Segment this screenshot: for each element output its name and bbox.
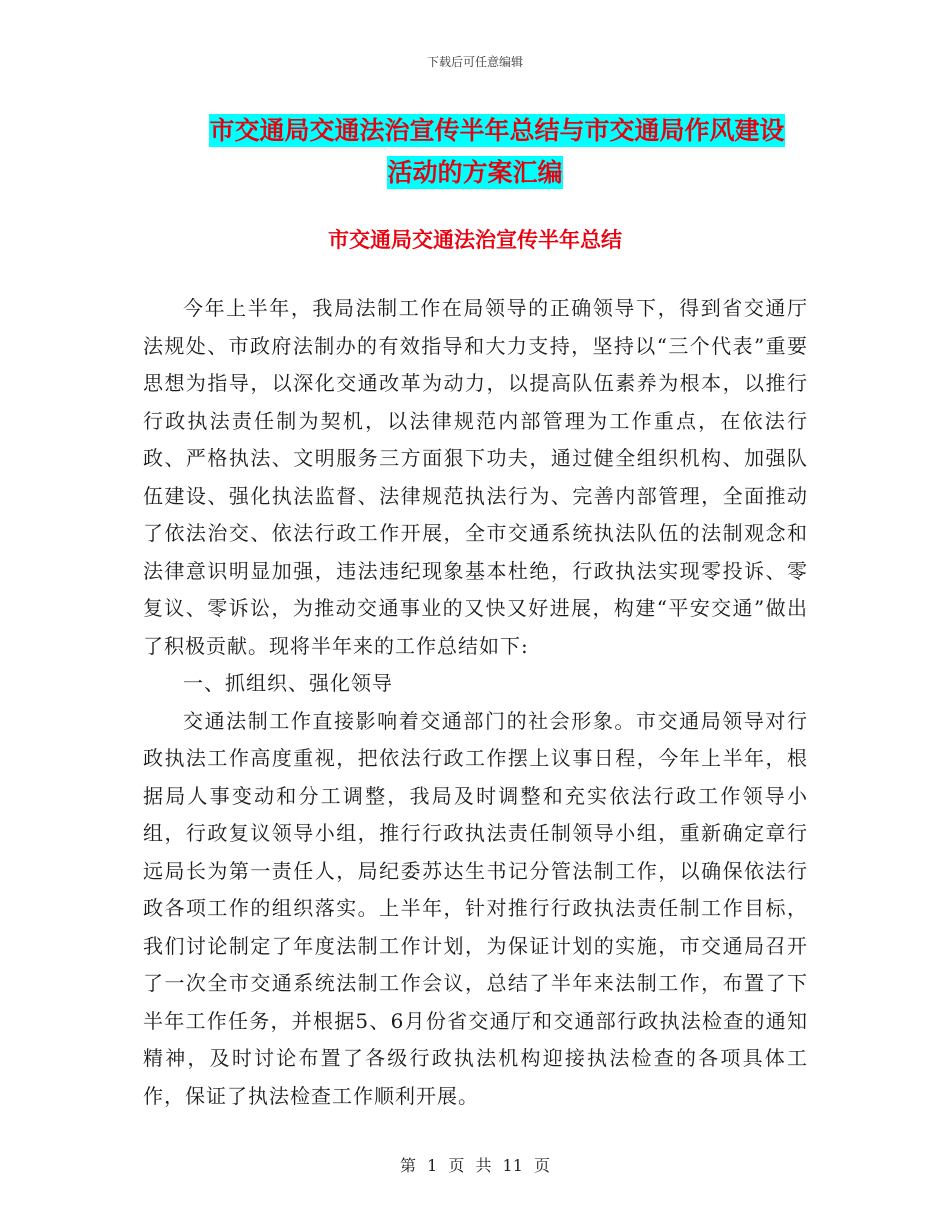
- section-title: 市交通局交通法治宣传半年总结: [328, 228, 622, 252]
- paragraph-organization: 交通法制工作直接影响着交通部门的社会形象。市交通局领导对行政执法工作高度重视，把依法行政工作摆上议事日程，今年上半年，根据局人事变动和分工调整，我局及时调整和充实依法行政工作领导小组，行政复议领导小组，推行行政执法责任制领导小组，重新确定章行远局长为第一责任人，局纪委苏达生书记分管法制工作，以确保依法行政各项工作的组织落实。上半年，针对推行行政执法责任制工作目标，我们讨论制定了年度法制工作计划，为保证计划的实施，市交通局召开了一次全市交通系统法制工作会议，总结了半年来法制工作，布置了下半年工作任务，并根据5、6月份省交通厅和交通部行政执法检查的通知精神，及时讨论布置了各级行政执法机构迎接执法检查的各项具体工作，保证了执法检查工作顺利开展。: [143, 708, 808, 1108]
- paragraph-heading-1: 一、抓组织、强化领导: [183, 671, 393, 695]
- document-body: [143, 290, 808, 1115]
- page-footer: 第 1 页 共 11 页: [400, 1156, 550, 1175]
- document-title-line-2: [0, 158, 950, 188]
- document-title-line-1: [22, 116, 950, 146]
- page-header-note: 下载后可任意编辑: [426, 55, 523, 69]
- paragraph-intro: 今年上半年，我局法制工作在局领导的正确领导下，得到省交通厅法规处、市政府法制办的有效指导和大力支持，坚持以“三个代表”重要思想为指导，以深化交通改革为动力，以提高队伍素养为根本，以推行行政执法责任制为契机，以法律规范内部管理为工作重点，在依法行政、严格执法、文明服务三方面狠下功夫，通过健全组织机构、加强队伍建设、强化执法监督、法律规范执法行为、完善内部管理，全面推动了依法治交、依法行政工作开展，全市交通系统执法队伍的法制观念和法律意识明显加强，违法违纪现象基本杜绝，行政执法实现零投诉、零复议、零诉讼，为推动交通事业的又快又好进展，构建“平安交通”做出了积极贡献。现将半年来的工作总结如下:: [143, 296, 808, 658]
- title-highlight-2: 活动的方案汇编: [387, 158, 563, 187]
- title-highlight-1: 市交通局交通法治宣传半年总结与市交通局作风建设: [209, 116, 785, 145]
